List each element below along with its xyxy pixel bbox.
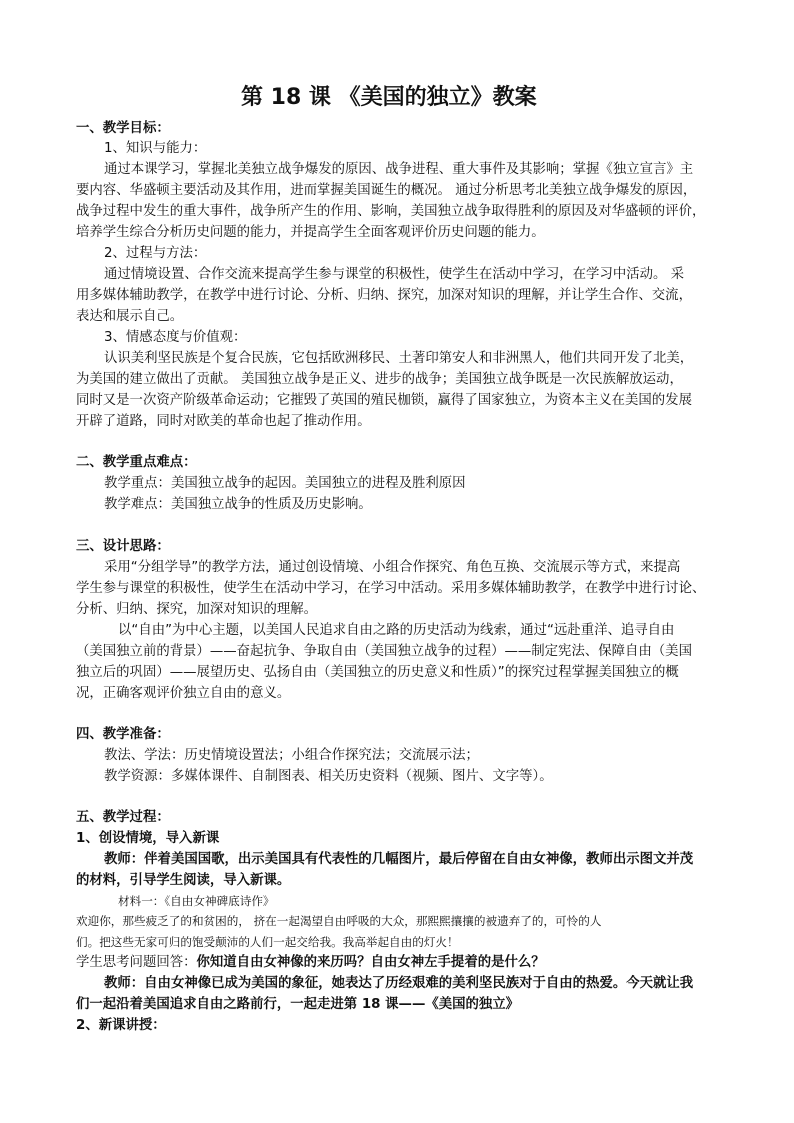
- section-heading-key-points: 二、教学重点难点：: [76, 455, 197, 470]
- subheading-process: 2、过程与方法：: [104, 246, 207, 261]
- paragraph-line: 要内容、华盛顿主要活动及其作用，进而掌握美国诞生的概况。 通过分析思考北美独立战争爆发的原因，: [76, 183, 697, 198]
- section-heading-design: 三、设计思路：: [76, 539, 170, 554]
- paragraph-line: 学生参与课堂的积极性，使学生在活动中学习，在学习中活动。采用多媒体辅助教学，在教学中进行讨论、: [76, 581, 706, 596]
- teacher-line: 教师：伴着美国国歌，出示美国具有代表性的几幅图片，最后停留在自由女神像，教师出示图文并茂: [104, 852, 694, 867]
- resources-line: 教学资源：多媒体课件、自制图表、相关历史资料（视频、图片、文字等）。: [104, 769, 553, 784]
- material-line: 们。把这些无家可归的饱受颠沛的人们一起交给我。我高举起自由的灯火！: [76, 935, 459, 949]
- page-title: 第 18 课 《美国的独立》教案: [241, 85, 537, 110]
- paragraph-line: 用多媒体辅助教学，在教学中进行讨论、分析、归纳、探究，加深对知识的理解，并让学生合作、交流，: [76, 288, 692, 303]
- methods-line: 教法、学法：历史情境设置法；小组合作探究法；交流展示法；: [104, 748, 479, 763]
- paragraph-line: 开辟了道路，同时对欧美的革命也起了推动作用。: [76, 414, 371, 429]
- paragraph-line: 以“自由”为中心主题，以美国人民追求自由之路的历史活动为线索，通过“远赴重洋、追寻自由: [118, 623, 675, 638]
- step-heading-new-lesson: 2、新课讲授：: [76, 1018, 166, 1033]
- section-heading-preparation: 四、教学准备：: [76, 727, 170, 742]
- question-text: 你知道自由女神像的来历吗？自由女神左手提着的是什么？: [196, 955, 545, 970]
- paragraph-line: （美国独立前的背景）——奋起抗争、争取自由（美国独立战争的过程）——制定宪法、保障自由（美国: [76, 644, 692, 659]
- paragraph-line: 分析、归纳、探究，加深对知识的理解。: [76, 602, 318, 617]
- student-question: [76, 953, 545, 973]
- paragraph-line: 认识美利坚民族是个复合民族，它包括欧洲移民、土著印第安人和非洲黑人，他们共同开发了北美，: [104, 351, 694, 366]
- paragraph-line: 表达和展示自己。: [76, 309, 184, 324]
- paragraph-line: 同时又是一次资产阶级革命运动；它摧毁了英国的殖民枷锁，赢得了国家独立，为资本主义在美国的发展: [76, 393, 692, 408]
- teacher-line: 们一起沿着美国追求自由之路前行，一起走进第 18 课——《美国的独立》: [76, 997, 520, 1012]
- step-heading-intro: 1、创设情境，导入新课: [76, 831, 220, 846]
- material-line: 欢迎你，那些疲乏了的和贫困的， 挤在一起渴望自由呼吸的大众，那熙熙攘攘的被遗弃了的，可怜的人: [76, 914, 602, 928]
- subheading-values: 3、情感态度与价值观：: [104, 330, 247, 345]
- key-point-line: 教学重点：美国独立战争的起因。美国独立的进程及胜利原因: [104, 476, 466, 491]
- section-heading-objectives: 一、教学目标：: [76, 121, 170, 136]
- paragraph-line: 况，正确客观评价独立自由的意义。: [76, 686, 291, 701]
- material-title: 材料一：《自由女神碑底诗作》: [118, 894, 275, 908]
- paragraph-line: 通过本课学习，掌握北美独立战争爆发的原因、战争进程、重大事件及其影响；掌握《独立宣言》主: [104, 162, 694, 177]
- paragraph-line: 独立后的巩固）——展望历史、弘扬自由（美国独立的历史意义和性质）”的探究过程掌握美国独立的概: [76, 665, 679, 680]
- paragraph-line: 通过情境设置、合作交流来提高学生参与课堂的积极性，使学生在活动中学习，在学习中活动。 采: [104, 267, 685, 282]
- paragraph-line: 为美国的建立做出了贡献。 美国独立战争是正义、进步的战争；美国独立战争既是一次民族解放运动，: [76, 372, 683, 387]
- question-label: 学生思考问题回答：: [76, 955, 197, 970]
- teacher-line: 的材料，引导学生阅读，导入新课。: [76, 873, 291, 888]
- subheading-knowledge: 1、知识与能力：: [104, 141, 207, 156]
- paragraph-line: 战争过程中发生的重大事件，战争所产生的作用、影响，美国独立战争取得胜利的原因及对华盛顿的评价，: [76, 204, 706, 219]
- difficulty-line: 教学难点：美国独立战争的性质及历史影响。: [104, 497, 372, 512]
- section-heading-process: 五、教学过程：: [76, 810, 170, 825]
- paragraph-line: 培养学生综合分析历史问题的能力，并提高学生全面客观评价历史问题的能力。: [76, 225, 545, 240]
- teacher-line: 教师：自由女神像已成为美国的象征，她表达了历经艰难的美利坚民族对于自由的热爱。今天就让我: [104, 976, 694, 991]
- paragraph-line: 采用“分组学导”的教学方法，通过创设情境、小组合作探究、角色互换、交流展示等方式，来提高: [104, 560, 681, 575]
